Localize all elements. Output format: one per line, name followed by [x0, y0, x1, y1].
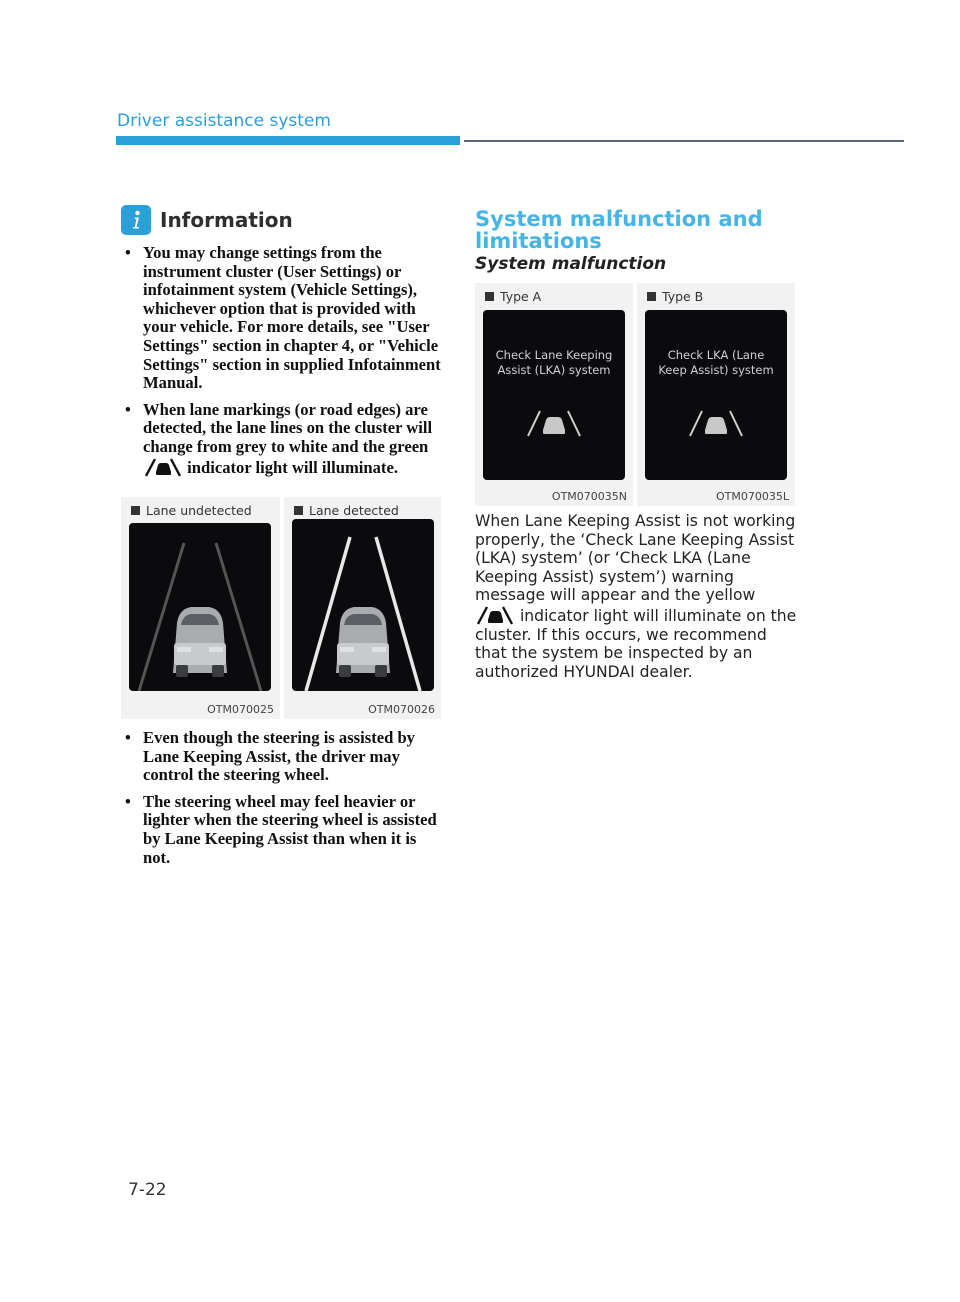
information-title: Information	[160, 208, 293, 232]
car-icon	[336, 607, 390, 677]
bullet-item: • You may change settings from the instrument cluster (User Settings) or infotainment system (Vehicle Settings), whichever option that is provided with your vehicle. For more details, see "User Settings" section in chapter 4, or "Vehicle Settings" section in supplied Infotainment Manual.	[121, 244, 441, 393]
section-title: System malfunction and limitations	[475, 207, 763, 253]
information-heading	[121, 205, 293, 235]
lane-detected-illustration	[292, 519, 434, 691]
page-number: 7-22	[128, 1180, 167, 1200]
figure-caption: Type B	[662, 289, 704, 304]
figure-lane-detected	[284, 497, 441, 719]
header-accent-bar	[116, 136, 460, 145]
lka-indicator-icon	[143, 457, 183, 477]
figure-code: OTM070025	[207, 703, 274, 716]
information-bullets-bottom	[121, 729, 441, 875]
figure-code: OTM070026	[368, 703, 435, 716]
lka-warning-icon	[524, 408, 584, 438]
cluster-screen	[645, 310, 787, 480]
figure-code: OTM070035N	[551, 490, 627, 503]
figure-caption: Lane detected	[309, 503, 399, 518]
paragraph-text-part: When Lane Keeping Assist is not working properly, the ‘Check Lane Keeping Assist (LKA) system’ (or ‘Check LKA (Lane Keeping Assist) system’) warning message will appear and the yellow	[475, 512, 796, 605]
figure-caption: Type A	[500, 289, 542, 304]
cluster-screen	[292, 519, 434, 691]
bullet-item: • Even though the steering is assisted by Lane Keeping Assist, the driver may control the steering wheel.	[121, 729, 441, 785]
bullet-item	[121, 401, 441, 477]
header-rule	[464, 140, 904, 142]
info-icon	[121, 205, 151, 235]
section-header: Driver assistance system	[117, 111, 331, 131]
figure-lane-undetected	[121, 497, 280, 719]
figure-caption: Lane undetected	[146, 503, 252, 518]
car-icon	[173, 607, 227, 677]
figure-type-a	[475, 283, 633, 506]
bullet-item: • The steering wheel may feel heavier or lighter when the steering wheel is assisted by Lane Keeping Assist than when it is not.	[121, 793, 441, 867]
lka-warning-icon	[686, 408, 746, 438]
bullet-text-part: When lane markings (or road edges) are detected, the lane lines on the cluster will change from grey to white and the green	[143, 399, 433, 456]
cluster-screen	[483, 310, 625, 480]
lane-undetected-illustration	[129, 523, 271, 691]
warning-message: Check Lane Keeping Assist (LKA) system	[495, 348, 613, 377]
information-bullets-top	[121, 244, 441, 485]
cluster-screen	[129, 523, 271, 691]
paragraph-text-part: indicator light will illuminate on the cluster. If this occurs, we recommend that the system be inspected by an authorized HYUNDAI dealer.	[475, 606, 797, 681]
lka-indicator-icon	[475, 605, 515, 625]
figure-code: OTM070035L	[716, 490, 789, 503]
subsection-title: System malfunction	[475, 254, 667, 274]
bullet-text-part: indicator light will illuminate.	[187, 457, 398, 477]
warning-message: Check LKA (Lane Keep Assist) system	[658, 348, 774, 377]
figure-type-b	[637, 283, 795, 506]
malfunction-paragraph	[475, 512, 797, 681]
